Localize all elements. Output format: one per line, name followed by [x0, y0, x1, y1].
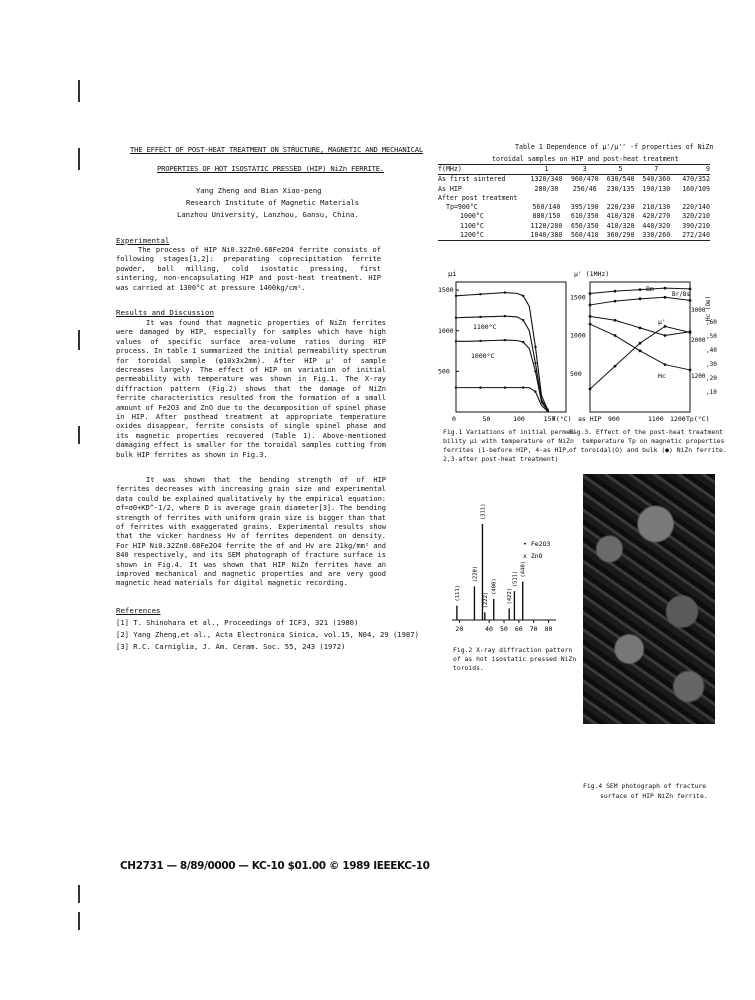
table-cell: 410/320 [606, 212, 635, 221]
table-header-cell: 7 [654, 165, 659, 173]
fig1-data-point [455, 295, 457, 297]
table-cell: 360/290 [606, 231, 635, 240]
fig2-caption-line: Fig.2 X-ray diffraction pattern [453, 646, 573, 654]
fig4-caption-line: surface of HIP NiZn ferrite. [600, 792, 708, 800]
fig1-ytick-label: 500 [438, 367, 450, 376]
table-header-cell: 5 [618, 165, 623, 173]
table-cell: 1120/280 [530, 221, 563, 230]
table-row [438, 185, 710, 194]
table-cell: 190/130 [642, 184, 671, 193]
fig3-data-point [664, 287, 667, 290]
fig2-peak-label: (222) [482, 591, 489, 609]
fig3-data-point [689, 369, 692, 372]
authors: Yang Zheng and Bian Xiao-peng [196, 186, 322, 195]
fig3-y3tick-label: ,50 [706, 333, 717, 340]
fig3-y3tick-label: ,60 [706, 319, 717, 326]
fig1-series-line [456, 293, 548, 410]
table-cell: 230/135 [606, 184, 635, 193]
fig1-chart [438, 266, 573, 424]
table-1 [438, 164, 710, 241]
table-row [438, 231, 710, 241]
fig1-ytick-label: 1000 [438, 326, 454, 335]
fig3-xtick-label: 1100 [648, 415, 664, 423]
references-heading: References [116, 606, 161, 615]
margin-mark [78, 80, 80, 102]
fig3-ytick-label: 500 [570, 369, 582, 378]
results-heading: Results and Discussion [116, 308, 214, 317]
fig1-ylabel: μi [448, 270, 457, 278]
table-cell: 390/210 [682, 221, 710, 230]
fig1-xtick-label: 100 [513, 415, 525, 423]
fig3-label: μ' [658, 318, 666, 326]
table-cell: 1000°C [460, 212, 484, 221]
fig3-y2tick-label: 3000 [691, 307, 706, 314]
fig1-data-point [479, 340, 481, 342]
fig3-data-point [589, 315, 592, 318]
fig1-series-line [456, 388, 548, 412]
fig3-data-point [589, 292, 592, 295]
fig1-label: 1100°C [473, 323, 497, 331]
fig1-data-point [504, 339, 506, 341]
footer-copyright: CH2731 — 8/89/0000 — KC-10 $01.00 © 1989 IEEE [120, 860, 398, 872]
table-cell: 320/210 [682, 212, 710, 221]
fig2-peak-label: (440) [520, 561, 527, 578]
fig1-xtick-label: 150 [543, 415, 556, 423]
fig1-data-point [546, 410, 548, 412]
results-paragraph-2: It was shown that the bending strength σf of HIP ferrites decreases with increasing grain size and experimental data could be explained qualitatively by the empirical equation: σf=σ0+KD^-1/2, where D is average grain diameter[3]. The bending strength of ferrites with uniform grain size is bigger than that of ferrites with exaggerated grains. Experimental results show that the vicker hardness Hv of ferrites dependent on density. For HIP Ni0.32Zn0.68Fe2O4 ferrite the σf and Hv are 21kg/mm² and 840 respectively, and its SEM photograph of fracture surface is shown in Fig.4. It was shown that HIP NiZn ferrites have an improved mechanical and magnetic properties and are very good magnetic head materials for digital magnetic recording. [116, 476, 386, 588]
fig2-legend-item: • Fe2O3 [523, 540, 551, 548]
table-caption-line-2: toroidal samples on HIP and post-heat treatment [492, 155, 679, 163]
table-header-row [438, 165, 710, 175]
table-cell: 610/350 [570, 212, 599, 221]
fig3-data-point [639, 297, 642, 300]
fig3-series-line [590, 326, 690, 389]
table-row [438, 194, 710, 203]
fig1-data-point [534, 370, 536, 372]
fig2-peak-label: (220) [472, 565, 479, 583]
table-cell: 1100°C [460, 221, 484, 230]
table-cell: 650/350 [570, 221, 599, 230]
fig1-data-point [479, 293, 481, 295]
fig3-label: Hc (Oe) [705, 295, 712, 321]
table-row [438, 203, 710, 212]
fig1-xtick-label: 50 [482, 415, 491, 423]
fig3-data-point [639, 342, 642, 345]
fig1-data-point [504, 386, 506, 388]
reference-item: [2] Yang Zheng,et al., Acta Electronica Sinica, vol.15, N04, 29 (1987) [116, 630, 419, 639]
fig2-caption-line: of as hot isostatic pressed NiZn [453, 655, 577, 663]
fig1-caption-line: ferrites (1-before HIP, 4-as HIP, [443, 446, 570, 454]
title-line-1: THE EFFECT OF POST-HEAT TREATMENT ON STRUCTURE, MAGNETIC AND MECHANICAL [130, 145, 424, 154]
fig2-legend-item: x ZnO [523, 552, 543, 560]
fig3-y3tick-label: ,30 [706, 361, 717, 368]
table-header-cell: 3 [582, 165, 587, 173]
table-cell: 272/240 [682, 231, 710, 240]
table-cell: 630/540 [606, 175, 635, 184]
fig3-data-point [614, 334, 617, 337]
fig1-data-point [534, 390, 536, 392]
fig3-ylabel: μ' (1MHz) [574, 270, 610, 278]
table-cell: 256/46 [572, 184, 597, 193]
table-row [438, 175, 710, 185]
fig2-xtick-label: 20 [455, 625, 464, 633]
fig3-data-point [689, 287, 692, 290]
fig3-data-point [614, 290, 617, 293]
fig1-caption-line: 2,3-after post-heat treatment) [443, 455, 559, 463]
fig1-data-point [504, 315, 506, 317]
margin-mark [78, 885, 80, 903]
fig1-series-line [456, 316, 548, 410]
fig1-data-point [455, 340, 457, 342]
fig2-peak-label: (400) [491, 578, 498, 595]
title-line-2: PROPERTIES OF HOT ISOSTATIC PRESSED (HIP) NiZn FERRITE. [157, 164, 384, 173]
table-cell: As HIP [438, 184, 462, 193]
table-cell: 1040/380 [530, 231, 563, 240]
table-cell: 1200°C [460, 231, 484, 240]
fig1-label: 1000°C [471, 352, 495, 360]
table-caption-line-1: Table 1 Dependence of μ'/μ'' -f properties of NiZn [515, 143, 714, 151]
fig2-xtick-label: 60 [514, 625, 523, 633]
fig3-xtick-label: 1200 [670, 415, 686, 423]
fig1-data-point [479, 386, 481, 388]
fig1-data-point [522, 386, 524, 388]
fig3-xtick-label: as HIP [578, 415, 602, 423]
margin-mark [78, 426, 80, 444]
margin-mark [78, 148, 80, 170]
table-cell: 540/360 [642, 175, 671, 184]
fig3-caption-line: temperature Tp on magnetic properties [582, 437, 725, 445]
experimental-heading: Experimental [116, 236, 170, 245]
table-cell: 560/140 [532, 203, 561, 212]
fig1-data-point [534, 346, 536, 348]
margin-mark [78, 912, 80, 930]
table-cell: 330/260 [642, 231, 671, 240]
table-cell: As first sintered [438, 175, 506, 184]
fig3-y2tick-label: 2000 [691, 337, 706, 344]
fig3-y3tick-label: ,20 [706, 375, 717, 382]
affiliation-line-1: Research Institute of Magnetic Materials [186, 198, 360, 207]
fig3-data-point [639, 288, 642, 291]
fig3-xlabel: Tp(°C) [686, 415, 710, 423]
fig3-data-point [639, 326, 642, 329]
fig3-y3tick-label: ,40 [706, 347, 717, 354]
fig2-chart [448, 503, 560, 636]
fig3-data-point [589, 323, 592, 326]
footer-page-id: KC-10 [397, 860, 430, 872]
reference-item: [3] R.C. Carniglia, J. Am. Ceram. Soc. 55, 243 (1972) [116, 642, 346, 651]
fig2-peak-label: (111) [454, 585, 461, 602]
fig3-label: Br/Bs [672, 291, 691, 298]
fig1-xtick-label: 0 [452, 415, 456, 423]
experimental-paragraph: The process of HIP Ni0.32Zn0.68Fe2O4 ferrite consists of following stages[1,2]: preparating coprecipitation ferrite powder, ball milling, cold isostatic pressing, first sintering, non-encapsulating HIP and post-heat treatment. HIP was carried at 1300°C at pressure 1400kg/cm². [116, 246, 381, 292]
fig3-chart [570, 266, 715, 424]
fig3-ytick-label: 1000 [570, 331, 586, 340]
fig3-series-line [590, 316, 690, 335]
fig1-data-point [534, 362, 536, 364]
fig1-ytick-label: 1500 [438, 286, 454, 295]
fig3-data-point [689, 299, 692, 302]
fig1-series-line [456, 340, 548, 410]
fig1-caption-line: Fig.1 Variations of initial permea- [443, 428, 578, 436]
table-header-cell: 9 [706, 165, 710, 173]
table-cell: 395/190 [570, 203, 599, 212]
table-cell: 160/109 [682, 184, 710, 193]
fig3-data-point [664, 296, 667, 299]
table-cell: 220/140 [682, 203, 710, 212]
fig3-xtick-label: 900 [608, 415, 620, 423]
fig1-data-point [522, 319, 524, 321]
fig1-data-point [455, 386, 457, 388]
table-header-cell: f(MHz) [438, 165, 462, 173]
table-cell: 470/352 [682, 175, 710, 184]
fig3-label: Hc [658, 372, 666, 380]
results-paragraph-1: It was found that magnetic properties of NiZn ferrites were damaged by HIP, especially for samples which have high values of specific surface area-volume ratios during HIP process. In table 1 summarized the initial permeability spectrum for toroidal sample (φ10x3x2mm). After HIP μ' of sample decreases largely. The effect of HIP on variation of initial permeability with temperature was shown in Fig.1. The X-ray diffraction pattern (Fig.2) shows that the damage of NiZn ferrite characteristics resulted from the formation of a small amount of Fe2O3 and ZnO due to the decomposition of spinel phase in HIP. After posthead treatment at appropriate temperature oxides disappear, ferrite consists of single spinel phase and its magnetic properties recovered (Table 1). Above-mentioned damaging effect is smaller for the toroidal samples cutting from bulk HIP ferrites as shown in Fig.3. [116, 319, 386, 459]
table-cell: After post treatment [438, 193, 518, 202]
fig3-y3tick-label: ,10 [706, 389, 717, 396]
table-cell: 210/130 [642, 203, 671, 212]
table-cell: Tp=900°C [446, 203, 478, 212]
fig4-caption-line: Fig.4 SEM photograph of fracture [583, 782, 707, 790]
fig3-data-point [614, 365, 617, 368]
fig3-label: Bm [646, 285, 654, 293]
table-cell: 410/320 [606, 221, 635, 230]
fig3-data-point [589, 304, 592, 307]
fig1-xlabel: T(°C) [552, 415, 572, 423]
fig2-xtick-label: 70 [529, 625, 538, 633]
fig3-data-point [614, 300, 617, 303]
table-cell: 220/230 [606, 203, 635, 212]
reference-item: [1] T. Shinohara et al., Proceedings of ICF3, 321 (1980) [116, 618, 359, 627]
table-1-grid [438, 165, 710, 241]
fig3-caption-line: of toroidal(O) and bulk (●) NiZn ferrite. [569, 446, 727, 454]
fig3-data-point [614, 319, 617, 322]
table-cell: 880/150 [532, 212, 561, 221]
fig1-data-point [455, 317, 457, 319]
fig2-peak-label: (311) [480, 503, 487, 520]
table-row [438, 222, 710, 231]
fig2-peak-label: (511) [512, 570, 519, 588]
fig1-data-point [479, 316, 481, 318]
fig3-plot-frame [590, 282, 690, 412]
table-cell: 960/470 [570, 175, 599, 184]
table-row [438, 212, 710, 221]
table-cell: 1320/340 [530, 175, 563, 184]
fig3-y2tick-label: 1200 [691, 373, 706, 380]
fig2-peak-label: (422) [507, 587, 514, 605]
fig1-caption-line: bility μi with temperature of NiZn [443, 437, 574, 445]
margin-mark [78, 330, 80, 350]
table-cell: 280/30 [534, 184, 559, 193]
fig2-xtick-label: 50 [500, 625, 508, 633]
fig3-data-point [664, 363, 667, 366]
fig1-data-point [522, 295, 524, 297]
fig3-ytick-label: 1500 [570, 293, 586, 302]
fig3-data-point [689, 330, 692, 333]
fig2-xtick-label: 80 [544, 625, 553, 633]
table-cell: 420/270 [642, 212, 671, 221]
fig1-data-point [522, 341, 524, 343]
fig1-data-point [504, 291, 506, 293]
fig3-data-point [639, 349, 642, 352]
table-cell: 440/320 [642, 221, 671, 230]
fig2-caption-line: toroids. [453, 664, 484, 672]
table-cell: 560/410 [570, 231, 599, 240]
fig3-data-point [589, 388, 592, 391]
fig3-data-point [664, 334, 667, 337]
fig3-series-line [590, 324, 690, 370]
fig3-caption-line: Fig.3. Effect of the post-heat treatment [569, 428, 723, 436]
sem-photograph [583, 474, 715, 724]
affiliation-line-2: Lanzhou University, Lanzhou, Gansu, China. [177, 210, 359, 219]
table-header-cell: 1 [544, 165, 549, 173]
fig2-xtick-label: 40 [485, 625, 493, 633]
fig1-plot-frame [456, 282, 566, 412]
